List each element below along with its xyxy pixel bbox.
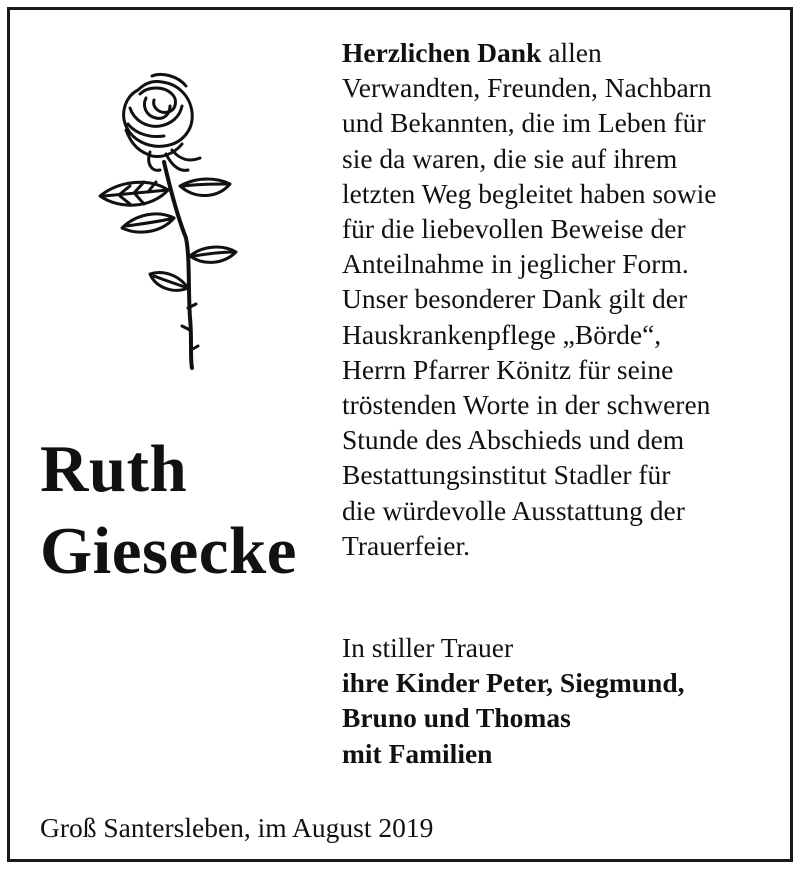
mourners-line: Bruno und Thomas	[342, 702, 571, 734]
thanks-lead-line	[342, 35, 782, 70]
mourners-line: mit Familien	[342, 737, 493, 769]
obituary-card	[7, 7, 793, 862]
thanks-line: Stunde des Abschieds und dem	[342, 424, 685, 456]
mourners-block	[342, 630, 782, 771]
thanks-line: Verwandten, Freunden, Nachbarn	[342, 72, 712, 104]
thanks-line: Anteilnahme in jeglicher Form.	[342, 248, 689, 280]
mourners-intro: In stiller Trauer	[342, 632, 514, 663]
thanks-text	[342, 35, 782, 563]
thanks-line: und Bekannten, die im Leben für	[342, 107, 706, 139]
thanks-lead-rest: allen	[541, 37, 602, 68]
thanks-line: die würdevolle Ausstattung der	[342, 494, 685, 526]
thanks-line: Trauerfeier.	[342, 529, 471, 561]
thanks-line: sie da waren, die sie auf ihrem	[342, 142, 678, 174]
thanks-line: für die liebevollen Beweise der	[342, 213, 686, 245]
place-date: Groß Santersleben, im August 2019	[40, 812, 434, 843]
thanks-line: letzten Weg begleitet haben sowie	[342, 177, 717, 209]
rose-icon	[90, 68, 240, 372]
thanks-line: Herrn Pfarrer Könitz für seine	[342, 353, 674, 385]
deceased-first-name: Ruth	[40, 432, 188, 506]
thanks-lead-bold: Herzlichen Dank	[342, 37, 542, 68]
thanks-line: Hauskrankenpflege „Börde“,	[342, 318, 662, 350]
thanks-line: Bestattungsinstitut Stadler für	[342, 459, 671, 491]
thanks-line: Unser besonderer Dank gilt der	[342, 283, 688, 315]
mourners-line: ihre Kinder Peter, Siegmund,	[342, 667, 685, 699]
thanks-line: tröstenden Worte in der schweren	[342, 389, 711, 421]
deceased-last-name: Giesecke	[40, 514, 298, 588]
